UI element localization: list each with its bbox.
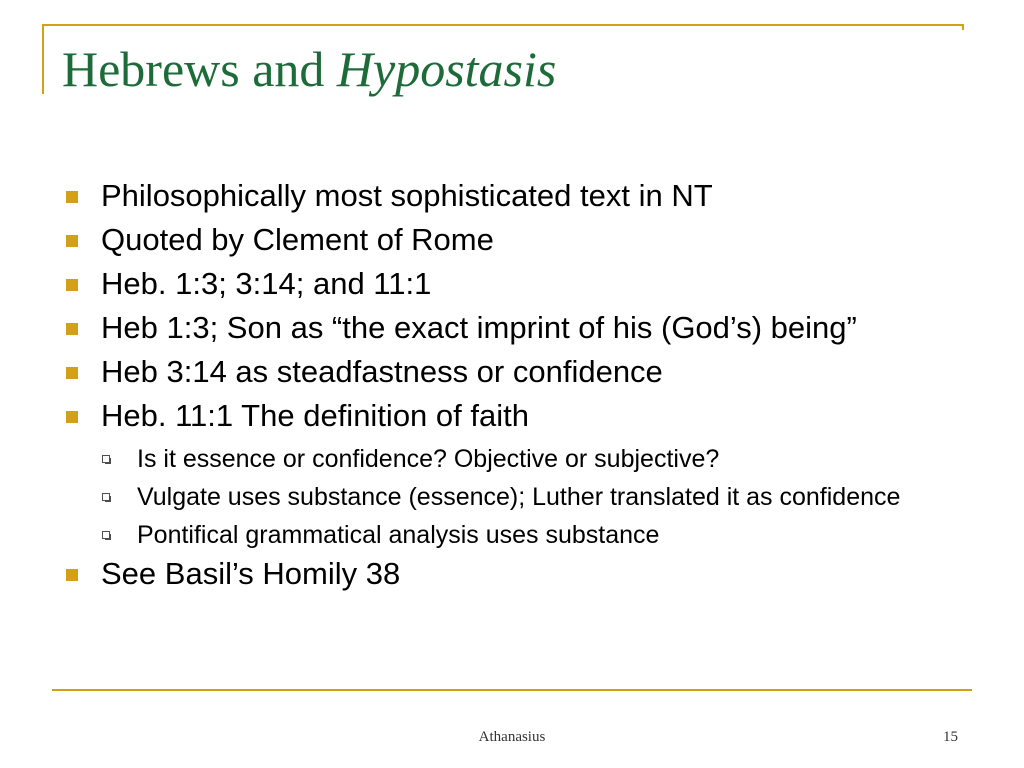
sub-bullet-item	[62, 482, 962, 512]
filled-square-icon	[66, 323, 78, 335]
footer-rule	[52, 689, 972, 691]
page-number: 15	[943, 729, 958, 745]
sub-bullet-text: Pontifical grammatical analysis uses substance	[137, 521, 660, 549]
filled-square-icon	[66, 235, 78, 247]
bullet-item	[62, 180, 962, 211]
bullet-text: Heb 3:14 as steadfastness or confidence	[101, 354, 663, 389]
bullet-text: Heb. 1:3; 3:14; and 11:1	[101, 266, 432, 301]
sub-bullet-text: Is it essence or confidence? Objective or subjective?	[137, 445, 720, 473]
filled-square-icon	[66, 367, 78, 379]
sub-bullet-text: Vulgate uses substance (essence); Luther translated it as confidence	[137, 483, 901, 511]
frame-top-rule	[42, 24, 964, 26]
bullet-list	[62, 180, 962, 602]
hollow-square-icon	[102, 531, 110, 539]
bullet-item	[62, 558, 962, 589]
slide-title	[62, 40, 556, 98]
filled-square-icon	[66, 279, 78, 291]
bullet-text: Quoted by Clement of Rome	[101, 222, 494, 257]
bullet-item	[62, 400, 962, 431]
bullet-text: See Basil’s Homily 38	[101, 556, 401, 591]
sub-bullet-item	[62, 444, 962, 474]
bullet-item	[62, 224, 962, 255]
bullet-item	[62, 268, 962, 299]
frame-left-rule	[42, 24, 44, 94]
bullet-item	[62, 356, 962, 387]
bullet-text: Heb. 11:1 The definition of faith	[101, 398, 529, 433]
filled-square-icon	[66, 569, 78, 581]
hollow-square-icon	[102, 493, 110, 501]
footer-title: Athanasius	[478, 729, 546, 745]
filled-square-icon	[66, 411, 78, 423]
title-italic: Hypostasis	[336, 41, 557, 97]
sub-bullet-item	[62, 520, 962, 550]
hollow-square-icon	[102, 455, 110, 463]
bullet-text: Philosophically most sophisticated text in NT	[101, 178, 713, 213]
bullet-text: Heb 1:3; Son as “the exact imprint of his (God’s) being”	[101, 310, 857, 345]
title-plain: Hebrews and	[62, 41, 337, 97]
bullet-item	[62, 312, 962, 343]
filled-square-icon	[66, 191, 78, 203]
frame-right-tick	[962, 24, 964, 30]
